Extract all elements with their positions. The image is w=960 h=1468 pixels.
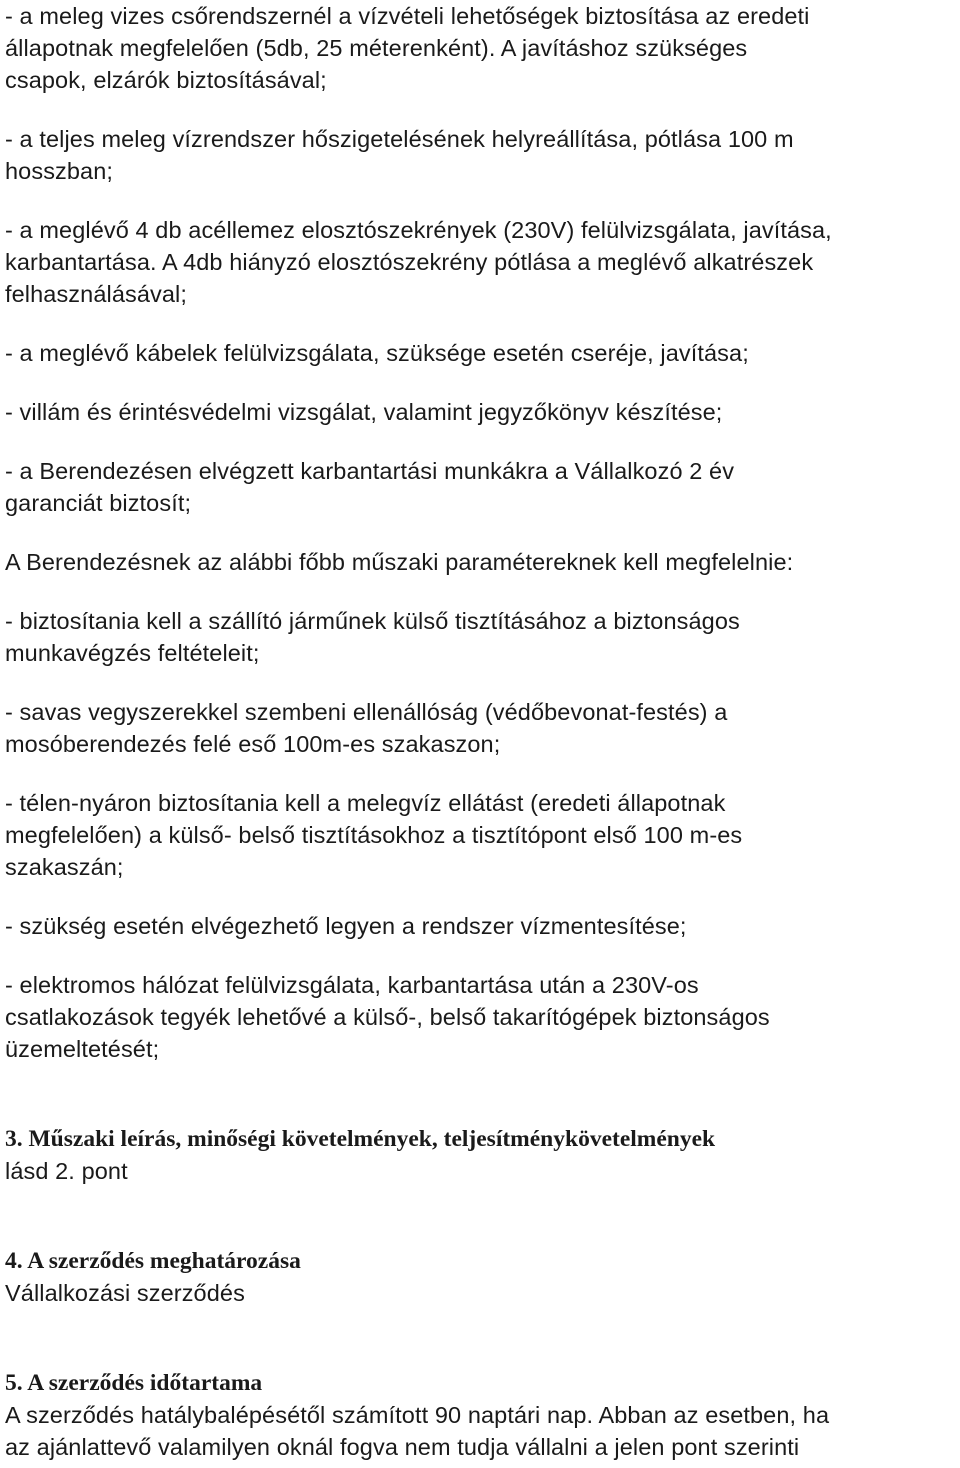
text-line: A Berendezésnek az alábbi főbb műszaki paramétereknek kell megfelelnie: (5, 549, 794, 575)
spacer (5, 310, 957, 337)
paragraph-insulation (5, 123, 957, 187)
spacer (5, 760, 957, 787)
text-line: az ajánlattevő valamilyen oknál fogva nem tudja vállalni a jelen pont szerinti (5, 1434, 800, 1460)
paragraph-dewatering (5, 910, 957, 942)
section-body (5, 1277, 957, 1309)
text-line: felhasználásával; (5, 281, 187, 307)
text-line: - elektromos hálózat felülvizsgálata, karbantartása után a 230V-os (5, 972, 699, 998)
text-line: megfelelően) a külső- belső tisztításokhoz a tisztítópont első 100 m-es (5, 822, 743, 848)
paragraph-vehicle-cleaning-safety (5, 605, 957, 669)
paragraph-hot-water-taps (5, 0, 957, 96)
text-line: munkavégzés feltételeit; (5, 640, 260, 666)
text-line: mosóberendezés felé eső 100m-es szakaszon; (5, 731, 501, 757)
paragraph-warranty (5, 455, 957, 519)
text-line: csapok, elzárók biztosításával; (5, 67, 327, 93)
text-line: szakaszán; (5, 854, 124, 880)
text-line: - savas vegyszerekkel szembeni ellenállóság (védőbevonat-festés) a (5, 699, 728, 725)
text-line: - villám és érintésvédelmi vizsgálat, valamint jegyzőkönyv készítése; (5, 399, 723, 425)
spacer (5, 1309, 957, 1367)
paragraph-cables (5, 337, 957, 369)
text-line: - a meglévő kábelek felülvizsgálata, szüksége esetén cseréje, javítása; (5, 340, 749, 366)
text-line: - szükség esetén elvégezhető legyen a rendszer vízmentesítése; (5, 913, 687, 939)
section-technical-description (5, 1123, 957, 1187)
spacer (5, 187, 957, 214)
text-line: - a Berendezésen elvégzett karbantartási munkákra a Vállalkozó 2 év (5, 458, 735, 484)
spacer (5, 669, 957, 696)
text-line: üzemeltetését; (5, 1036, 160, 1062)
text-line: garanciát biztosít; (5, 490, 192, 516)
document-page (5, 0, 957, 1463)
section-contract-definition (5, 1245, 957, 1309)
text-line: csatlakozások tegyék lehetővé a külső-, belső takarítógépek biztonságos (5, 1004, 770, 1030)
text-line: állapotnak megfelelően (5db, 25 méterenként). A javításhoz szükséges (5, 35, 748, 61)
section-contract-duration (5, 1367, 957, 1463)
spacer (5, 519, 957, 546)
text-line: - a meglévő 4 db acéllemez elosztószekrények (230V) felülvizsgálata, javítása, (5, 217, 832, 243)
paragraph-distribution-cabinets (5, 214, 957, 310)
text-line: hosszban; (5, 158, 114, 184)
spacer (5, 578, 957, 605)
spacer (5, 883, 957, 910)
paragraph-hot-water-supply (5, 787, 957, 883)
spacer (5, 1065, 957, 1123)
paragraph-technical-parameters-intro (5, 546, 957, 578)
text-line: - a teljes meleg vízrendszer hőszigetelésének helyreállítása, pótlása 100 m (5, 126, 794, 152)
spacer (5, 942, 957, 969)
section-heading: 5. A szerződés időtartama (5, 1370, 263, 1396)
section-body (5, 1155, 957, 1187)
paragraph-lightning-protection (5, 396, 957, 428)
spacer (5, 96, 957, 123)
paragraph-electrical-network (5, 969, 957, 1065)
text-line: lásd 2. pont (5, 1158, 128, 1184)
text-line: A szerződés hatálybalépésétől számított 90 naptári nap. Abban az esetben, ha (5, 1402, 830, 1428)
spacer (5, 369, 957, 396)
section-heading: 4. A szerződés meghatározása (5, 1248, 301, 1274)
section-body (5, 1399, 957, 1463)
text-line: Vállalkozási szerződés (5, 1280, 245, 1306)
paragraph-acid-resistance (5, 696, 957, 760)
spacer (5, 1187, 957, 1245)
spacer (5, 428, 957, 455)
text-line: karbantartása. A 4db hiányzó elosztószekrény pótlása a meglévő alkatrészek (5, 249, 814, 275)
text-line: - a meleg vizes csőrendszernél a vízvételi lehetőségek biztosítása az eredeti (5, 3, 810, 29)
section-heading: 3. Műszaki leírás, minőségi követelmények, teljesítménykövetelmények (5, 1126, 716, 1152)
text-line: - biztosítania kell a szállító járműnek külső tisztításához a biztonságos (5, 608, 740, 634)
text-line: - télen-nyáron biztosítania kell a melegvíz ellátást (eredeti állapotnak (5, 790, 726, 816)
